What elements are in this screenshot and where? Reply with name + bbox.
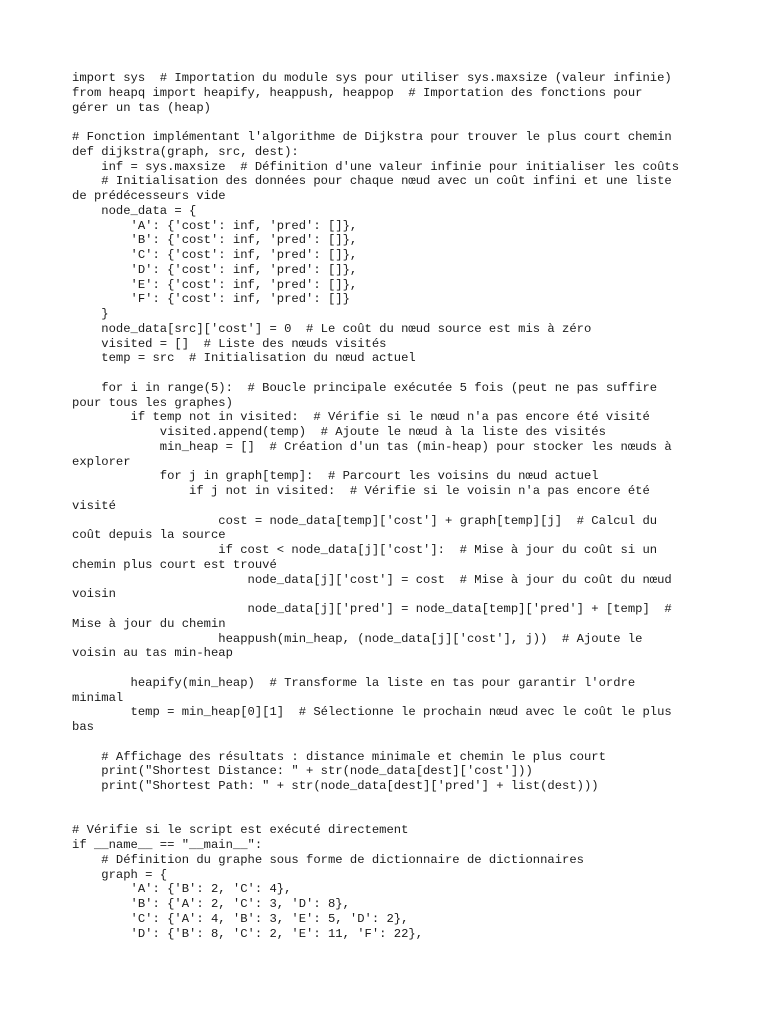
code-line: node_data[src]['cost'] = 0 # Le coût du nœud source est mis à zéro: [72, 321, 592, 336]
code-line: gérer un tas (heap): [72, 100, 211, 115]
code-line: if temp not in visited: # Vérifie si le nœud n'a pas encore été visité: [72, 410, 650, 425]
code-line: print("Shortest Path: " + str(node_data[dest]['pred'] + list(dest))): [72, 779, 599, 793]
code-line: [72, 115, 696, 130]
code-line: 'F': {'cost': inf, 'pred': []}: [72, 292, 350, 307]
code-line: coût depuis la source: [72, 528, 226, 543]
code-line: [72, 809, 696, 824]
code-line: if cost < node_data[j]['cost']: # Mise à jour du coût si un: [72, 543, 658, 557]
code-line: node_data[j]['cost'] = cost # Mise à jour du coût du nœud: [72, 572, 672, 587]
code-line: graph = {: [72, 867, 168, 882]
code-line: explorer: [72, 454, 131, 469]
code-line: de prédécesseurs vide: [72, 189, 226, 203]
code-line: 'A': {'cost': inf, 'pred': []},: [72, 218, 358, 233]
code-line: temp = src # Initialisation du nœud actuel: [72, 351, 416, 366]
code-line: Mise à jour du chemin: [72, 616, 226, 631]
code-line: from heapq import heapify, heappush, heappop # Importation des fonctions pour: [72, 85, 643, 100]
code-line: 'B': {'cost': inf, 'pred': []},: [72, 233, 358, 248]
code-line: print("Shortest Distance: " + str(node_data[dest]['cost'])): [72, 764, 533, 779]
code-line: def dijkstra(graph, src, dest):: [72, 144, 299, 159]
code-line: visited.append(temp) # Ajoute le nœud à la liste des visités: [72, 425, 606, 439]
code-line: # Affichage des résultats : distance minimale et chemin le plus court: [72, 749, 606, 764]
code-line: min_heap = [] # Création d'un tas (min-heap) pour stocker les nœuds à: [72, 439, 672, 454]
code-line: node_data = {: [72, 203, 197, 218]
code-line: cost = node_data[temp]['cost'] + graph[temp][j] # Calcul du: [72, 513, 658, 528]
code-line: minimal: [72, 690, 124, 705]
code-line: heappush(min_heap, (node_data[j]['cost'], j)) # Ajoute le: [72, 631, 643, 646]
code-line: pour tous les graphes): [72, 395, 233, 410]
code-line: visited = [] # Liste des nœuds visités: [72, 336, 387, 351]
code-line: # Fonction implémentant l'algorithme de Dijkstra pour trouver le plus court chemin: [72, 130, 672, 144]
code-line: for j in graph[temp]: # Parcourt les voisins du nœud actuel: [72, 469, 599, 484]
code-line: for i in range(5): # Boucle principale exécutée 5 fois (peut ne pas suffire: [72, 380, 658, 395]
code-line: import sys # Importation du module sys pour utiliser sys.maxsize (valeur infinie): [72, 71, 672, 85]
code-line: 'A': {'B': 2, 'C': 4},: [72, 882, 292, 897]
code-line: voisin: [72, 587, 116, 602]
code-line: chemin plus court est trouvé: [72, 557, 277, 572]
code-line: 'D': {'B': 8, 'C': 2, 'E': 11, 'F': 22},: [72, 926, 424, 941]
code-line: [72, 794, 696, 809]
code-line: }: [72, 307, 109, 321]
code-line: node_data[j]['pred'] = node_data[temp]['pred'] + [temp] #: [72, 602, 672, 616]
code-line: 'B': {'A': 2, 'C': 3, 'D': 8},: [72, 897, 350, 911]
code-line: 'C': {'cost': inf, 'pred': []},: [72, 248, 358, 262]
code-line: # Définition du graphe sous forme de dictionnaire de dictionnaires: [72, 852, 584, 867]
code-line: if j not in visited: # Vérifie si le voisin n'a pas encore été: [72, 484, 650, 498]
code-line: # Vérifie si le script est exécuté directement: [72, 823, 409, 838]
code-line: if __name__ == "__main__":: [72, 838, 263, 852]
code-line: [72, 661, 696, 676]
code-line: temp = min_heap[0][1] # Sélectionne le prochain nœud avec le coût le plus: [72, 705, 672, 720]
code-block: [72, 71, 696, 941]
code-line: inf = sys.maxsize # Définition d'une valeur infinie pour initialiser les coûts: [72, 159, 680, 174]
code-line: [72, 735, 696, 750]
code-line: heapify(min_heap) # Transforme la liste en tas pour garantir l'ordre: [72, 675, 636, 690]
code-line: 'C': {'A': 4, 'B': 3, 'E': 5, 'D': 2},: [72, 911, 409, 926]
code-line: visité: [72, 498, 116, 513]
code-line: # Initialisation des données pour chaque nœud avec un coût infini et une liste: [72, 174, 672, 189]
code-line: 'D': {'cost': inf, 'pred': []},: [72, 262, 358, 277]
code-line: [72, 366, 696, 381]
code-line: bas: [72, 720, 94, 734]
code-line: voisin au tas min-heap: [72, 646, 233, 661]
code-line: 'E': {'cost': inf, 'pred': []},: [72, 277, 358, 292]
